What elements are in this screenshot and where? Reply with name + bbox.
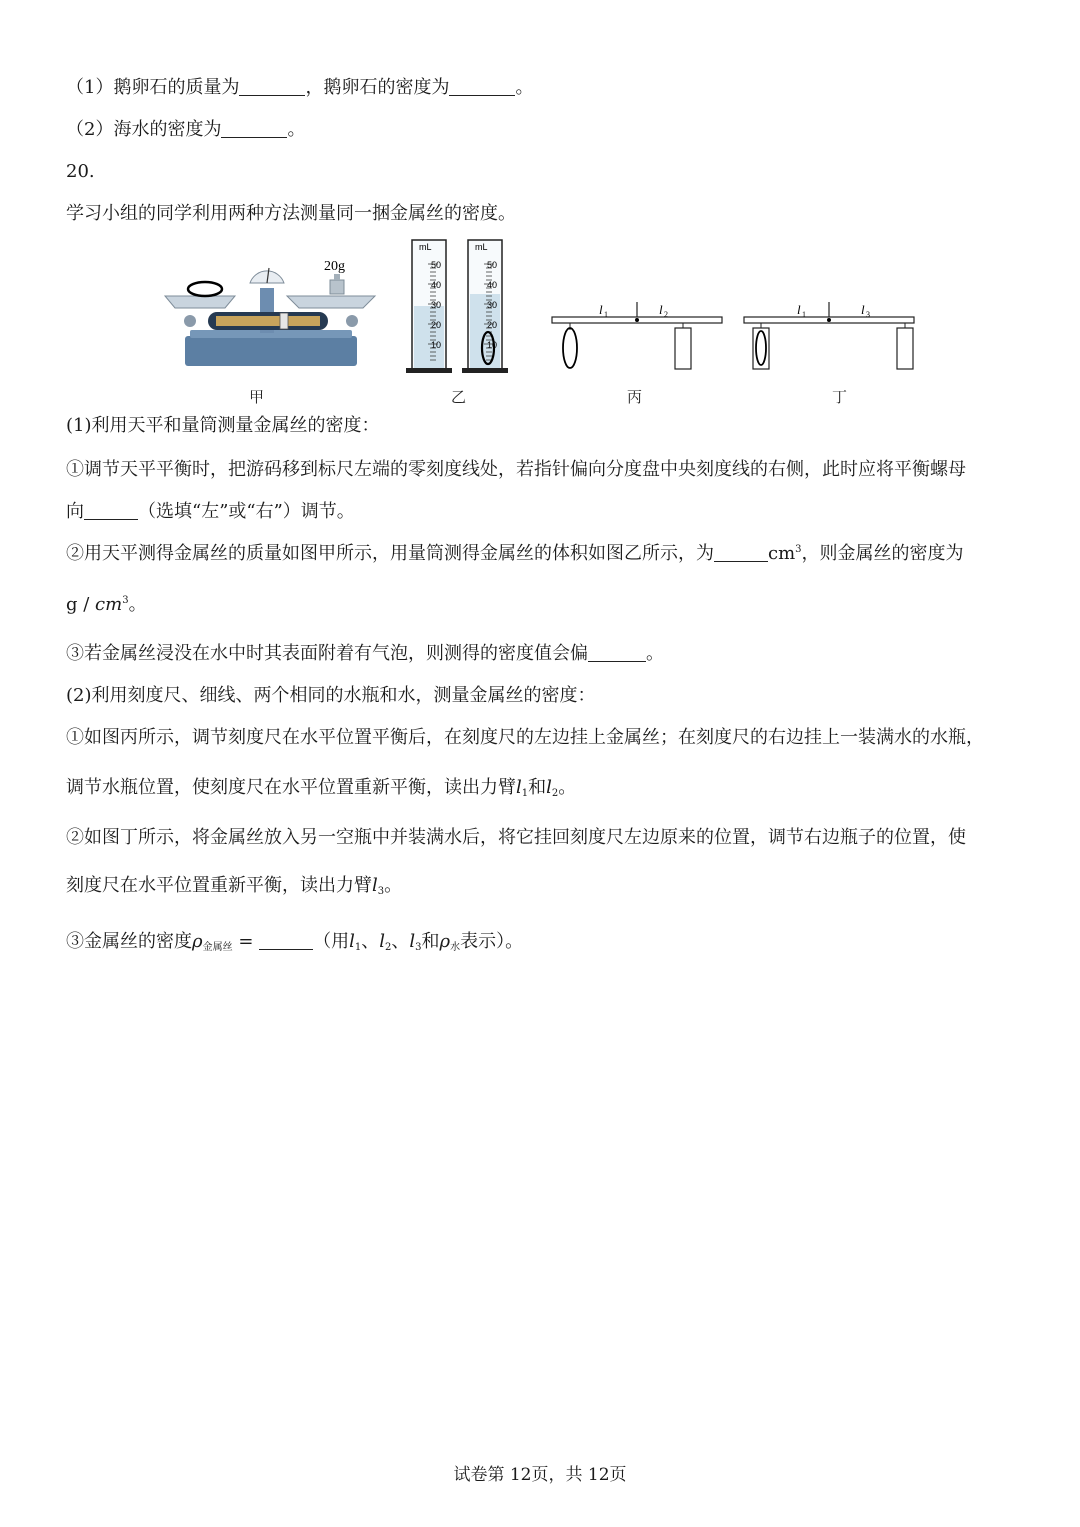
step2-text-a: ②用天平测得金属丝的质量如图甲所示，用量筒测得金属丝的体积如图乙所示，为 <box>66 543 714 564</box>
weight-label: 20g <box>324 259 345 274</box>
scale-ruler <box>216 316 320 326</box>
step1-text-a: 向 <box>66 501 84 522</box>
var-subscript: 1 <box>521 788 529 799</box>
t3-end: 表示）。 <box>460 931 524 952</box>
part2-heading: (2)利用刻度尺、细线、两个相同的水瓶和水，测量金属丝的密度： <box>66 685 596 706</box>
caption-jia: 甲 <box>249 388 265 406</box>
arm-label-l: l <box>797 302 801 317</box>
step3-line <box>66 642 664 666</box>
var-subscript: 3 <box>377 886 385 897</box>
var-l: l <box>379 931 386 952</box>
step3-text-a: ③若金属丝浸没在水中时其表面附着有气泡，则测得的密度值会偏 <box>66 643 588 664</box>
lever-setup-ding <box>744 302 914 369</box>
arm-label-l: l <box>861 302 865 317</box>
step3-text-b: 。 <box>646 643 664 664</box>
left-pan <box>165 296 235 308</box>
arm-label-l: l <box>659 302 663 317</box>
t1-end: 。 <box>558 777 577 798</box>
answer-blank[interactable] <box>588 643 646 662</box>
answer-blank[interactable] <box>84 501 138 520</box>
q19-p1-text-c: 。 <box>515 77 534 98</box>
unit-cm: cm <box>768 543 796 564</box>
pivot-point <box>635 318 639 322</box>
var-subscript: 3 <box>415 942 422 953</box>
q19-part2 <box>66 118 305 142</box>
weight-knob <box>334 274 340 280</box>
cyl-tick-label: 20 <box>487 320 498 330</box>
answer-blank[interactable] <box>259 931 313 950</box>
cylinder-unit: mL <box>475 242 488 252</box>
part1-heading: (1)利用天平和量筒测量金属丝的密度： <box>66 415 380 436</box>
caption-yi: 乙 <box>451 388 467 406</box>
cyl-tick-label: 20 <box>431 320 442 330</box>
pivot-point <box>827 318 831 322</box>
left-balance-nut <box>184 315 196 327</box>
graduated-cylinder-with-wire <box>462 240 508 373</box>
q19-p2-text-a: （2）海水的密度为 <box>66 119 222 140</box>
arm-subscript: 1 <box>802 310 806 319</box>
water-column <box>414 306 444 370</box>
cyl-tick-label: 10 <box>487 340 498 350</box>
var-rho: ρ <box>192 931 203 952</box>
right-pan <box>287 296 375 308</box>
separator: 、 <box>361 931 380 952</box>
water-bottle <box>675 328 691 369</box>
step1-line2 <box>66 500 355 524</box>
t3-text-a: ③金属丝的密度 <box>66 931 192 952</box>
var-l: l <box>372 875 378 896</box>
wire-coil <box>563 328 577 368</box>
var-l: l <box>546 777 552 798</box>
cyl-tick-label: 40 <box>431 280 442 290</box>
step1-text-b: （选填“左”或“右”）调节。 <box>138 501 355 522</box>
t3-and: 和 <box>421 931 440 952</box>
step2-text-b: ，则金属丝的密度为 <box>801 543 964 564</box>
page-footer: 试卷第 12页，共 12页 <box>453 1465 627 1485</box>
var-rho: ρ <box>439 931 451 952</box>
cyl-tick-label: 50 <box>487 260 498 270</box>
var-l: l <box>409 931 416 952</box>
arm-subscript: 3 <box>866 310 870 319</box>
cylinder-unit: mL <box>419 242 432 252</box>
cyl-tick-label: 30 <box>487 300 498 310</box>
q19-part1 <box>66 76 533 100</box>
cyl-tick-label: 30 <box>431 300 442 310</box>
var-l: l <box>349 931 355 952</box>
step1-line1: ①调节天平平衡时，把游码移到标尺左端的零刻度线处，若指针偏向分度盘中央刻度线的右侧，此时应将平衡螺母 <box>66 459 966 480</box>
caption-ding: 丁 <box>832 388 848 406</box>
equals-sign: = <box>232 931 260 952</box>
rider <box>280 313 288 329</box>
cyl-tick-label: 10 <box>431 340 442 350</box>
t3-text-b: （用 <box>313 931 350 952</box>
t1-and: 和 <box>528 777 547 798</box>
part2-step1-line2 <box>66 776 576 800</box>
wire-coil-on-pan <box>188 282 222 296</box>
answer-blank[interactable] <box>221 119 287 138</box>
balance-base <box>185 336 357 366</box>
answer-blank[interactable] <box>239 77 305 96</box>
question-number: 20. <box>66 161 95 182</box>
experiment-figure <box>150 228 930 378</box>
weight-block <box>330 280 344 294</box>
graduated-cylinder-empty <box>406 240 452 373</box>
lever-setup-bing <box>552 302 722 369</box>
cyl-tick-label: 50 <box>431 260 442 270</box>
t1-text: 调节水瓶位置，使刻度尺在水平位置重新平衡，读出力臂 <box>66 777 516 798</box>
var-subscript: 2 <box>385 942 392 953</box>
unit-superscript: 3 <box>122 595 129 606</box>
arm-subscript: 1 <box>604 310 608 319</box>
unit-g: g <box>66 594 78 615</box>
balance-illustration <box>165 259 375 366</box>
q19-p2-text-b: 。 <box>287 119 306 140</box>
step2-line2 <box>66 593 147 617</box>
part2-step2-line2 <box>66 874 402 898</box>
q19-p1-text-a: （1）鹅卵石的质量为 <box>66 77 240 98</box>
q19-p1-text-b: ，鹅卵石的密度为 <box>305 77 450 98</box>
q20-intro: 学习小组的同学利用两种方法测量同一捆金属丝的密度。 <box>66 203 516 224</box>
var-l: l <box>516 777 522 798</box>
unit-cm: cm <box>95 594 123 615</box>
answer-blank[interactable] <box>449 77 515 96</box>
var-subscript: 1 <box>354 942 362 953</box>
cylinder-base <box>462 368 508 373</box>
step2-line1 <box>66 542 964 566</box>
arm-subscript: 2 <box>664 310 668 319</box>
right-balance-nut <box>346 315 358 327</box>
var-subscript: 2 <box>551 788 559 799</box>
water-bottle <box>897 328 913 369</box>
step2-end: 。 <box>128 594 147 615</box>
part2-step1-line1: ①如图丙所示，调节刻度尺在水平位置平衡后，在刻度尺的左边挂上金属丝；在刻度尺的右边挂上一装满水的水瓶， <box>66 727 984 748</box>
t2-end: 。 <box>384 875 403 896</box>
unit-slash: / <box>77 594 96 615</box>
separator: 、 <box>391 931 410 952</box>
arm-label-l: l <box>599 302 603 317</box>
cylinder-base <box>406 368 452 373</box>
cyl-tick-label: 40 <box>487 280 498 290</box>
t2-text: 刻度尺在水平位置重新平衡，读出力臂 <box>66 875 372 896</box>
part2-step3-line <box>66 930 523 954</box>
unit-superscript: 3 <box>795 544 802 555</box>
caption-bing: 丙 <box>627 388 643 406</box>
answer-blank[interactable] <box>714 543 768 562</box>
rho-subscript: 水 <box>450 942 461 953</box>
part2-step2-line1: ②如图丁所示，将金属丝放入另一空瓶中并装满水后，将它挂回刻度尺左边原来的位置，调节右边瓶子的位置，使 <box>66 827 966 848</box>
rho-subscript: 金属丝 <box>202 942 233 953</box>
